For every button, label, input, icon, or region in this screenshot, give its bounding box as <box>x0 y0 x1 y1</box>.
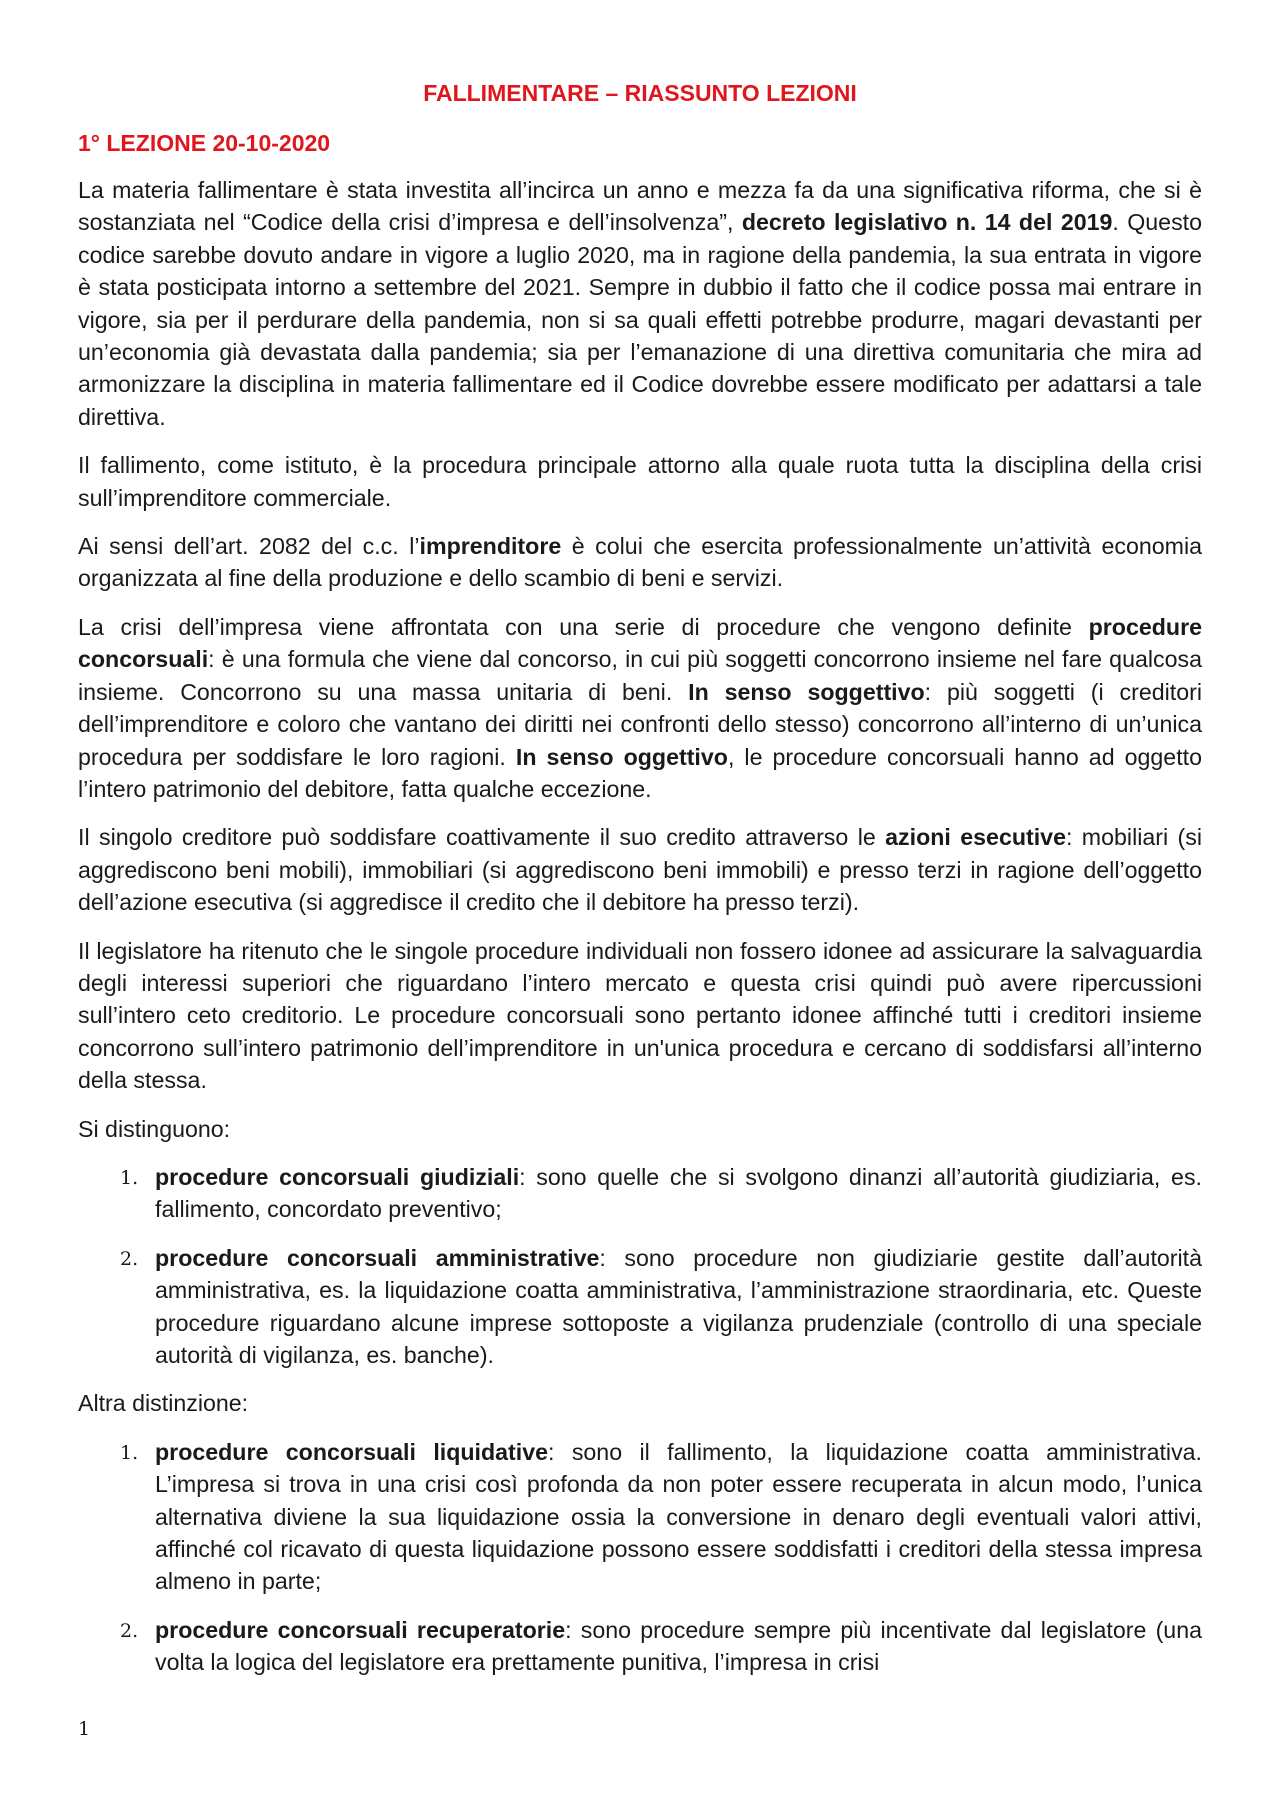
text-run: : è una formula che viene dal concorso, in cui più soggetti concorrono insieme nel fare qualcosa insieme. Concorrono su una massa unitaria di beni. <box>78 646 1202 705</box>
text-run: Il singolo creditore può soddisfare coattivamente il suo credito attraverso le <box>78 824 886 851</box>
list-marker: 1. <box>120 1441 139 1464</box>
list-giudiziali-amministrative <box>78 1161 1202 1371</box>
list-item <box>120 1614 1202 1679</box>
document-title: FALLIMENTARE – RIASSUNTO LEZIONI <box>423 80 857 106</box>
paragraph-azioni-esecutive <box>78 821 1202 918</box>
list-item-term: procedure concorsuali recuperatorie <box>155 1616 566 1643</box>
lesson-heading: 1° LEZIONE 20-10-2020 <box>78 130 331 156</box>
list-item <box>120 1161 1202 1226</box>
list-item-term: procedure concorsuali liquidative <box>155 1438 548 1465</box>
paragraph-legislatore: Il legislatore ha ritenuto che le singole procedure individuali non fossero idonee ad assicurare la salvaguardia degli interessi superiori che riguardano l’intero mercato e questa crisi quindi può avere ripercussioni sull’intero ceto creditorio. Le procedure concorsuali sono pertanto idonee affinché tutti i creditori insieme concorrono sull’intero patrimonio dell’imprenditore in un'unica procedura e cercano di soddisfarsi all’interno della stessa. <box>78 937 1202 1094</box>
list-item <box>120 1436 1202 1598</box>
text-run: : mobiliari (si aggrediscono beni mobili), immobiliari (si aggrediscono beni immobili) e presso terzi in ragione dell’oggetto dell’azione esecutiva (si aggredisce il credito che il debitore ha presso terzi). <box>78 824 1203 916</box>
bold-azioni-esecutive: azioni esecutive <box>885 824 1066 851</box>
list-marker: 1. <box>120 1166 139 1189</box>
list-intro-distinguono: Si distinguono: <box>78 1115 231 1142</box>
bold-imprenditore: imprenditore <box>419 533 562 560</box>
paragraph-riforma <box>78 174 1202 433</box>
text-run: : più soggetti (i creditori dell’imprenditore e coloro che vantano dei diritti nei confronti dello stesso) concorrono all’interno di un’unica procedura per soddisfare le loro ragioni. <box>78 678 1202 770</box>
text-run: è colui che esercita professionalmente un’attività economia organizzata al fine della produzione e dello scambio di beni e servizi. <box>78 533 1202 592</box>
paragraph-fallimento: Il fallimento, come istituto, è la procedura principale attorno alla quale ruota tutta la disciplina della crisi sull’imprenditore commerciale. <box>78 452 1202 511</box>
paragraph-procedure-concorsuali <box>78 611 1202 805</box>
list-item-text: : sono quelle che si svolgono dinanzi all’autorità giudiziaria, es. fallimento, concordato preventivo; <box>155 1163 1202 1223</box>
list-liquidative-recuperatorie <box>78 1436 1202 1679</box>
bold-senso-soggettivo: In senso soggettivo <box>688 678 925 705</box>
document-body <box>78 174 1202 1695</box>
bold-senso-oggettivo: In senso oggettivo <box>515 743 728 770</box>
list-marker: 2. <box>120 1247 139 1270</box>
paragraph-imprenditore <box>78 530 1202 595</box>
list-marker: 2. <box>120 1619 139 1642</box>
text-run: La materia fallimentare è stata investita all’incirca un anno e mezza fa da una significativa riforma, che si è sostanziata nel “Codice della crisi d’impresa e dell’insolvenza”, <box>78 177 1202 236</box>
list-intro-altra-distinzione: Altra distinzione: <box>78 1390 249 1417</box>
list-item <box>120 1242 1202 1372</box>
page-number: 1 <box>78 1718 91 1740</box>
bold-procedure-concorsuali: procedure concorsuali <box>78 613 1202 673</box>
list-item-text: : sono procedure non giudiziarie gestite dall’autorità amministrativa, es. la liquidazione coatta amministrativa, l’amministrazione straordinaria, etc. Queste procedure riguardano alcune imprese sottoposte a vigilanza prudenziale (controllo di una speciale autorità di vigilanza, es. banche). <box>155 1244 1202 1368</box>
list-item-term: procedure concorsuali giudiziali <box>155 1163 520 1190</box>
text-run: La crisi dell’impresa viene affrontata con una serie di procedure che vengono definite <box>78 613 1089 640</box>
list-item-term: procedure concorsuali amministrative <box>155 1244 600 1271</box>
bold-decreto: decreto legislativo n. 14 del 2019 <box>741 209 1113 236</box>
list-item-text: : sono procedure sempre più incentivate dal legislatore (una volta la logica del legislatore era prettamente punitiva, l’impresa in crisi <box>155 1616 1202 1676</box>
text-run: Ai sensi dell’art. 2082 del c.c. l’ <box>78 533 420 560</box>
text-run: , le procedure concorsuali hanno ad oggetto l’intero patrimonio del debitore, fatta qualche eccezione. <box>78 743 1202 802</box>
text-run: . Questo codice sarebbe dovuto andare in vigore a luglio 2020, ma in ragione della pandemia, la sua entrata in vigore è stata posticipata intorno a settembre del 2021. Sempre in dubbio il fatto che il codice possa mai entrare in vigore, sia per il perdurare della pandemia, non si sa quali effetti potrebbe produrre, magari devastanti per un’economia già devastata dalla pandemia; sia per l’emanazione di una direttiva comunitaria che mira ad armonizzare la disciplina in materia fallimentare ed il Codice dovrebbe essere modificato per adattarsi a tale direttiva. <box>78 209 1202 430</box>
list-item-text: : sono il fallimento, la liquidazione coatta amministrativa. L’impresa si trova in una crisi così profonda da non poter essere recuperata in alcun modo, l’unica alternativa diviene la sua liquidazione ossia la conversione in denaro degli eventuali valori attivi, affinché col ricavato di questa liquidazione possono essere soddisfatti i creditori della stessa impresa almeno in parte; <box>155 1438 1202 1595</box>
